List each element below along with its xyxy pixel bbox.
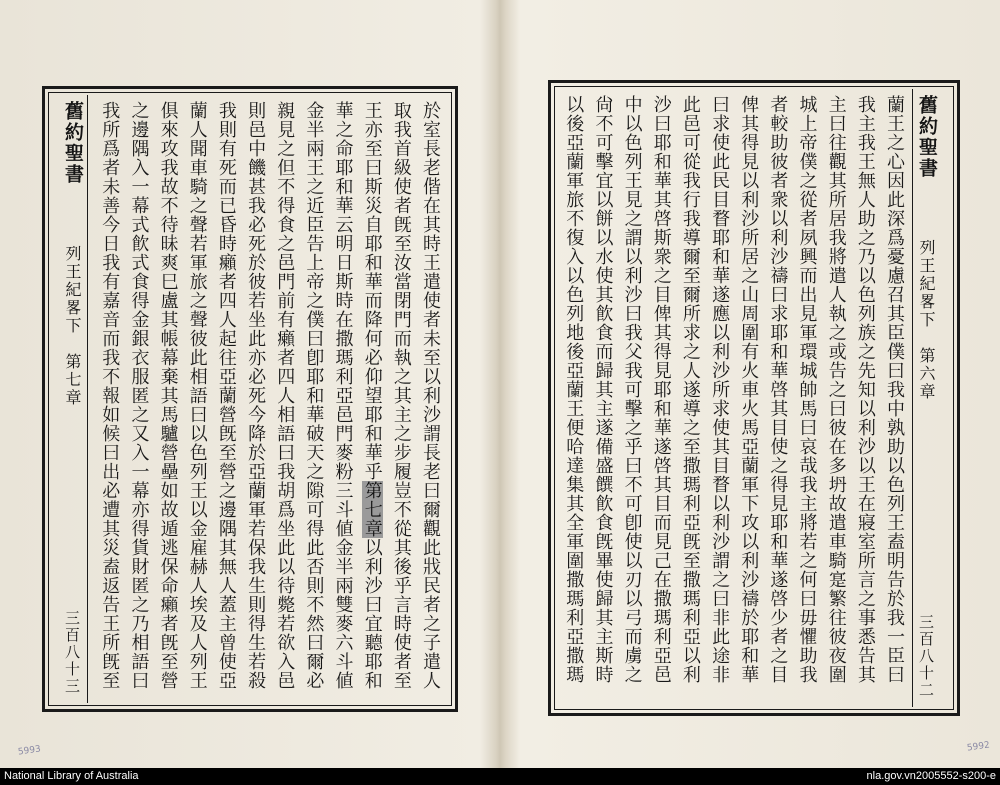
right-body-text: 蘭王之心因此深爲憂慮召其臣僕曰我中孰助以色列王盍明告於我一臣曰我主我王無人助之乃以色列族之先知以利沙以王在寢室所言之事悉告其主曰往觀其所居我將遣人執之或告之曰彼在多坍故遣車騎寔繁往彼夜圍城上帝僕之從者夙興而出見軍環城帥馬曰哀哉我主將若之何曰毋懼助我者較助彼者衆以利沙禱曰求耶和華啓其目使之得見耶和華遂啓少者之目俾其得見以利沙所居之山周圍有火車火馬亞蘭軍下攻以利沙禱於耶和華曰求使此民目瞀耶和華遂應以利沙所求使其目瞀以利沙謂之曰非此途非此邑可從我行我導爾至爾所求之人遂導之至撒瑪利亞旣至撒瑪利亞以利沙曰耶和華其啓斯衆之目俾其得見耶和華遂啓其目而見己在撒瑪利亞邑中以色列王見之謂以利沙曰我父我可擊之乎曰不可卽使以刃以弓而虜之尙不可擊宜以餅以水使其飮食而歸其主遂備盛饌飮食旣畢使歸其主斯時以後亞蘭軍旅不復入以色列地後亞蘭王便哈達集其全軍圍撒瑪利亞撒瑪: [563, 95, 905, 684]
left-page-frame: [42, 86, 458, 712]
left-body-text: 於室長老偕在其時王遣使者未至以利沙謂長老曰爾觀此戕民者之子遣人取我首級使者旣至汝當閉門而執之其主之步履豈不從其後乎言時使者至王亦至曰斯災自耶和華而降何必仰望耶和華乎第七章以利沙曰宜聽耶和華之命耶和華云明日斯時在撒瑪利亞邑門麥粉三斗値金半兩雙麥六斗値金半兩王之近臣告上帝之僕曰卽耶和華破天之隙可得此否則不然曰爾必親見之但不得食之邑門前有癩者四人相語曰我胡爲坐此以待斃若欲入邑則邑中饑甚我必死於彼若坐此亦必死今降於亞蘭軍若保我生則得生若殺我則有死而已昏時癩者四人起往亞蘭營旣至營之邊隅其無人蓋主曾使亞蘭人聞車騎之聲若軍旅之聲彼此相語曰以色列王以金雇赫人埃及人列王俱來攻我故不待昧爽巳盧其帳幕棄其馬驢營壘如故遁逃保命癩者旣至營之邊隅入一幕式飮式食得金銀衣服匿之又入一幕亦得貨財匿之乃相語曰我所爲者未善今日我有嘉音而我不報如候曰出必遭其災盍返告王所旣至: [99, 101, 441, 690]
right-page-margin-column: [912, 89, 941, 707]
left-page-margin-column: [59, 95, 88, 703]
footer-identifier: nla.gov.vn2005552-s200-e: [866, 770, 996, 782]
right-header-section: 列王紀畧下 第六章: [917, 239, 936, 401]
chapter-marker-highlight: 第七章: [361, 481, 383, 538]
right-page-number: 三百八十二: [917, 614, 935, 699]
right-page: [504, 0, 1000, 768]
left-header-title: 舊約聖書: [62, 101, 84, 185]
right-page-body: [561, 95, 909, 701]
footer-source: National Library of Australia: [4, 770, 139, 782]
left-page: [0, 0, 496, 768]
right-page-frame: [548, 80, 960, 716]
left-page-body: [93, 101, 445, 697]
left-pencil-mark: 5993: [17, 744, 42, 758]
right-header-title: 舊約聖書: [916, 95, 938, 179]
footer-bar: [0, 768, 1000, 785]
right-pencil-mark: 5992: [966, 740, 991, 754]
left-header-section: 列王紀畧下 第七章: [63, 245, 82, 407]
left-page-number: 三百八十三: [63, 610, 81, 695]
